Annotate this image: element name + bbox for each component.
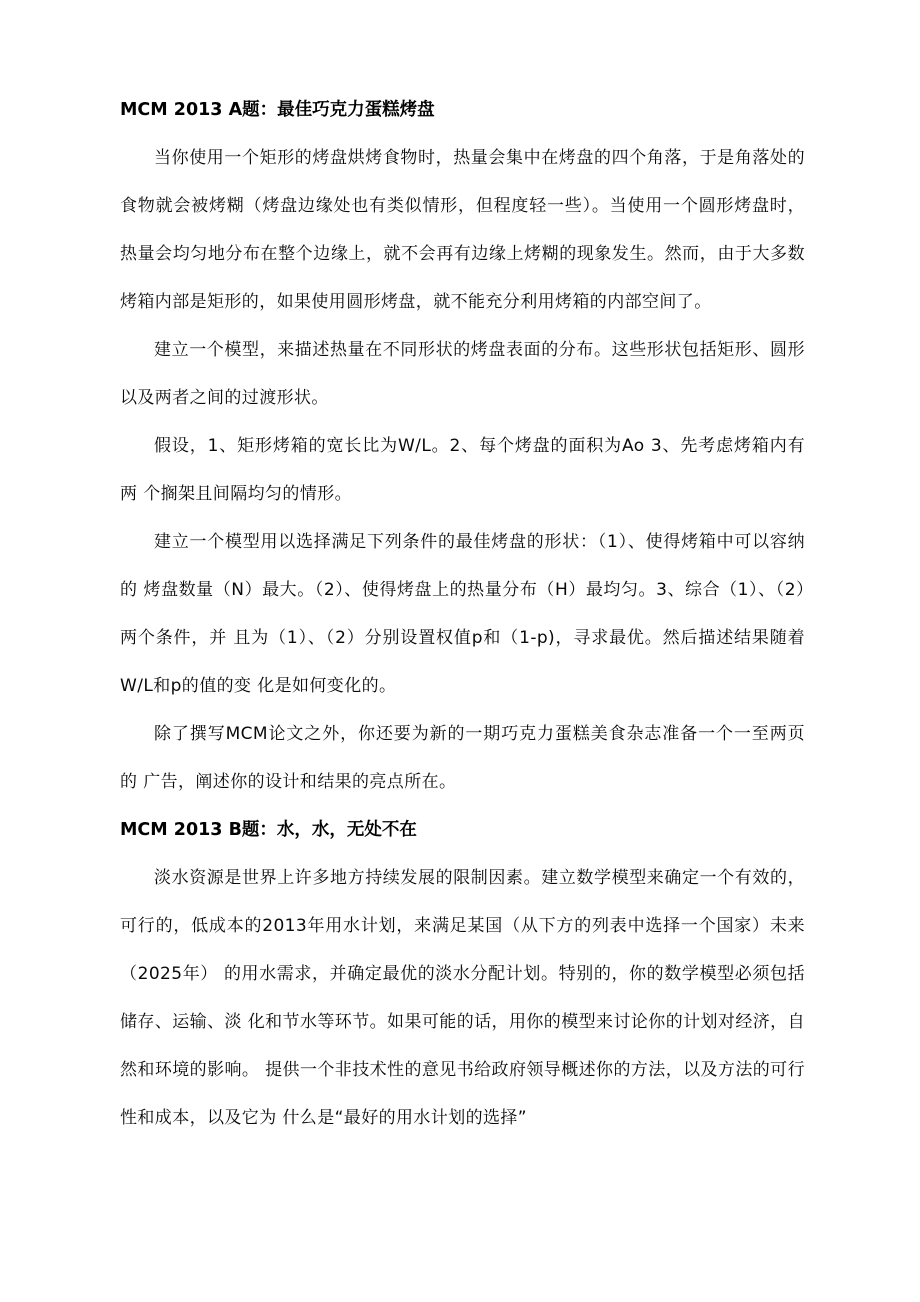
document-content [120,86,805,1142]
heading-problem-b: MCM 2013 B题：水，水，无处不在 [120,820,417,840]
heading-problem-a: MCM 2013 A题：最佳巧克力蛋糕烤盘 [120,100,435,120]
paragraph-a-intro: 当你使用一个矩形的烤盘烘烤食物时，热量会集中在烤盘的四个角落，于是角落处的食物就会被烤糊（烤盘边缘处也有类似情形，但程度轻一些）。当使用一个圆形烤盘时，热量会均匀地分布在整个边缘上，就不会再有边缘上烤糊的现象发生。然而，由于大多数烤箱内部是矩形的，如果使用圆形烤盘，就不能充分利用烤箱的内部空间了。 [120,148,805,312]
paragraph-a-model: 建立一个模型，来描述热量在不同形状的烤盘表面的分布。这些形状包括矩形、圆形以及两者之间的过渡形状。 [120,340,805,408]
paragraph-a-conditions: 建立一个模型用以选择满足下列条件的最佳烤盘的形状：（1）、使得烤箱中可以容纳 的 烤盘数量（N）最大。（2）、使得烤盘上的热量分布（H）最均匀。3、综合（1）、（2）两个条件，并 且为（1）、（2）分别设置权值p和（1-p)，寻求最优。然后描述结果随着W/L和p的值的变 化是如何变化的。 [120,532,805,696]
paragraph-a-assumptions: 假设，1、矩形烤箱的宽长比为W/L。2、每个烤盘的面积为Ao 3、先考虑烤箱内有两 个搁架且间隔均匀的情形。 [120,436,805,504]
paragraph-a-advertisement: 除了撰写MCM论文之外，你还要为新的一期巧克力蛋糕美食杂志准备一个一至两页的 广告，阐述你的设计和结果的亮点所在。 [120,724,805,792]
paragraph-b-water: 淡水资源是世界上许多地方持续发展的限制因素。建立数学模型来确定一个有效的，可行的，低成本的2013年用水计划，来满足某国（从下方的列表中选择一个国家）未来（2025年） 的用水需求，并确定最优的淡水分配计划。特别的，你的数学模型必须包括储存、运输、淡 化和节水等环节。如果可能的话，用你的模型来讨论你的计划对经济，自然和环境的影响。 提供一个非技术性的意见书给政府领导概述你的方法，以及方法的可行性和成本，以及它为 什么是“最好的用水计划的选择” [120,868,805,1128]
